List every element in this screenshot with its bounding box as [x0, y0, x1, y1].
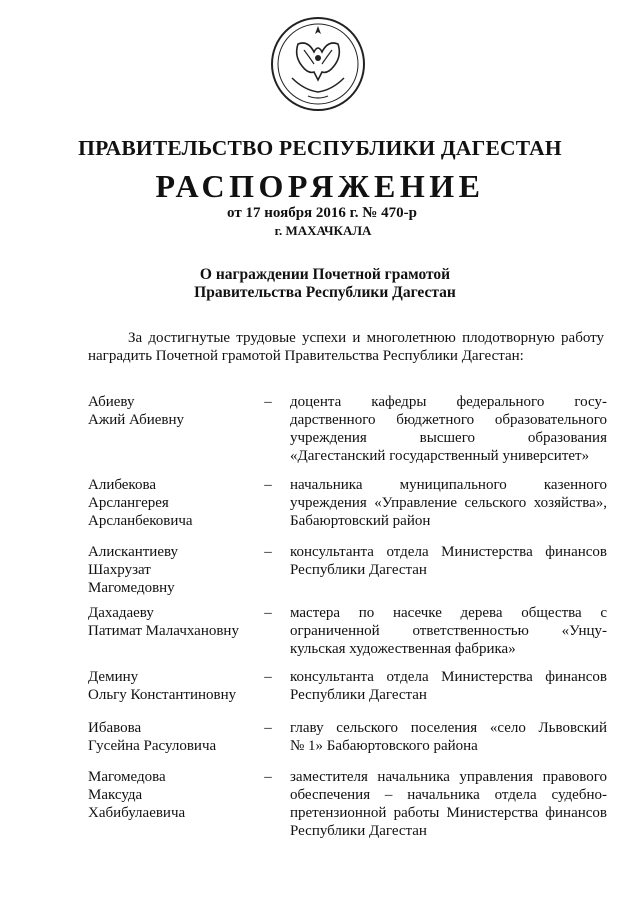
position-line: учреждения высшего образования	[290, 430, 607, 446]
dash-separator: –	[264, 394, 272, 410]
awardee-name-line: Арсланбековича	[88, 513, 193, 529]
position-line: № 1» Бабаюртовского района	[290, 738, 478, 754]
document-type-title: РАСПОРЯЖЕНИЕ	[155, 168, 485, 204]
awardee-name-line: Магомедовну	[88, 580, 175, 596]
awardee-position	[290, 393, 607, 465]
awardee-name-line: Хабибулаевича	[88, 805, 186, 821]
position-line: дарственного бюджетного образовательного	[290, 412, 607, 428]
awardee-position	[290, 668, 607, 704]
government-title: ПРАВИТЕЛЬСТВО РЕСПУБЛИКИ ДАГЕСТАН	[78, 136, 562, 160]
subject-line: Правительства Республики Дагестан	[194, 284, 456, 301]
awardee-name-line: Абиеву	[88, 394, 135, 410]
intro-paragraph	[88, 329, 604, 365]
awardee-name	[88, 476, 258, 530]
awardee-position	[290, 476, 607, 530]
position-line: учреждения «Управление сельского хозяйства»,	[290, 495, 607, 511]
awardee-name-line: Максуда	[88, 787, 143, 803]
awardee-name	[88, 719, 258, 755]
awardee-position	[290, 719, 607, 755]
position-line: мастера по насечке дерева общества с	[290, 605, 607, 621]
awardee-position	[290, 543, 607, 579]
position-line: обеспечения – начальника отдела судебно-	[290, 787, 607, 803]
awardee-position	[290, 604, 607, 658]
document-date-number: от 17 ноября 2016 г. № 470-р	[227, 205, 417, 221]
position-line: претензионной работы Министерства финансов	[290, 805, 607, 821]
awardee-name-line: Арслангерея	[88, 495, 169, 511]
subject-line: О награждении Почетной грамотой	[199, 266, 451, 283]
position-line: консультанта отдела Министерства финансов	[290, 544, 607, 560]
awardee-name-line: Алибекова	[88, 477, 157, 493]
awardee-name-line: Ажий Абиевну	[88, 412, 184, 428]
dash-separator: –	[264, 720, 272, 736]
awardee-name-line: Ибавова	[88, 720, 142, 736]
awardee-name-line: Дахадаеву	[88, 605, 154, 621]
position-line: Республики Дагестан	[290, 562, 427, 578]
dash-separator: –	[264, 669, 272, 685]
awardee-name	[88, 393, 258, 429]
awardee-name	[88, 543, 258, 597]
document-city: г. МАХАЧКАЛА	[274, 223, 372, 238]
awardee-name	[88, 768, 258, 822]
awardee-name-line: Патимат Малачхановну	[88, 623, 239, 639]
awardee-name-line: Демину	[88, 669, 139, 685]
awardee-name-line: Гусейна Расуловича	[88, 738, 217, 754]
awardee-name	[88, 668, 258, 704]
position-line: Бабаюртовский район	[290, 513, 431, 529]
position-line: «Дагестанский государственный университет»	[290, 448, 590, 464]
awardee-name-line: Алискантиеву	[88, 544, 179, 560]
document-subject	[0, 266, 640, 302]
position-line: главу сельского поселения «село Львовский	[290, 720, 607, 736]
awardee-position	[290, 768, 607, 840]
position-line: начальника муниципального казенного	[290, 477, 607, 493]
dash-separator: –	[264, 769, 272, 785]
dash-separator: –	[264, 544, 272, 560]
intro-line: наградить Почетной грамотой Правительства Республики Дагестан:	[88, 348, 524, 364]
position-line: Республики Дагестан	[290, 687, 427, 703]
position-line: доцента кафедры федерального госу-	[290, 394, 607, 410]
awardee-name	[88, 604, 258, 640]
position-line: кульская художественная фабрика»	[290, 641, 516, 657]
dash-separator: –	[264, 477, 272, 493]
position-line: Республики Дагестан	[290, 823, 427, 839]
awardee-name-line: Ольгу Константиновну	[88, 687, 237, 703]
awardee-name-line: Шахрузат	[88, 562, 151, 578]
position-line: консультанта отдела Министерства финансов	[290, 669, 607, 685]
position-line: ограниченной ответственностью «Унцу-	[290, 623, 607, 639]
position-line: заместителя начальника управления правового	[290, 769, 607, 785]
dash-separator: –	[264, 605, 272, 621]
awardee-name-line: Магомедова	[88, 769, 166, 785]
dagestan-coat-of-arms-emblem	[268, 14, 368, 114]
intro-line: За достигнутые трудовые успехи и многолетнюю плодотворную работу	[128, 330, 604, 346]
